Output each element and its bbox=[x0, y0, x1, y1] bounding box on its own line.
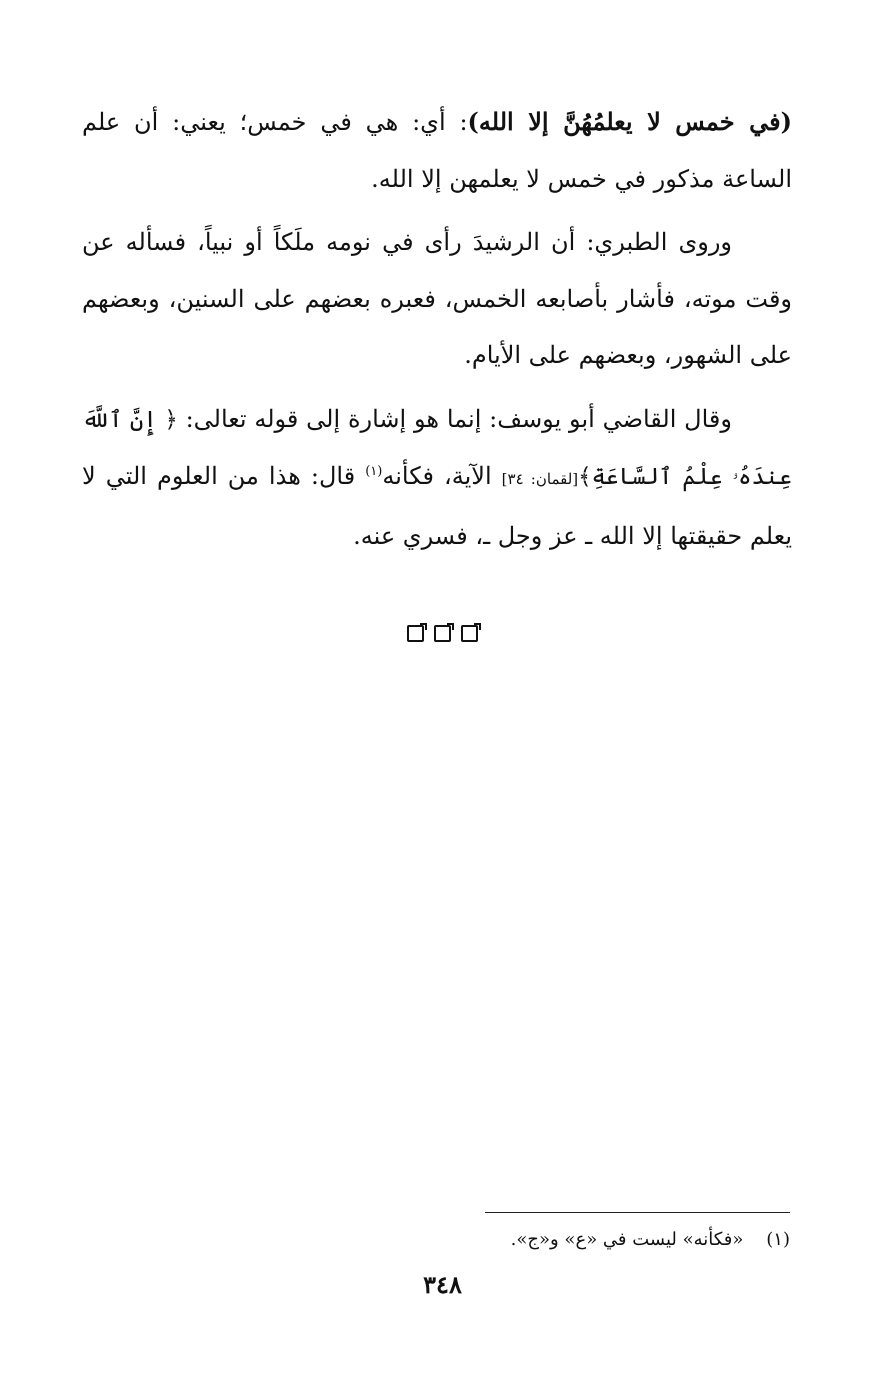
footnote-number: (١) bbox=[766, 1229, 790, 1250]
paragraph-1 bbox=[82, 94, 792, 207]
body-text bbox=[82, 94, 792, 571]
paragraph-3 bbox=[82, 391, 792, 565]
paragraph-1-text: : أي: هي في خمس؛ يعني: أن علم الساعة مذكور في خمس لا يعلمهن إلا الله. bbox=[82, 108, 792, 193]
footnote-separator bbox=[485, 1212, 790, 1213]
ornament-square-icon bbox=[434, 625, 451, 642]
quran-citation: [لقمان: ٣٤] bbox=[501, 470, 579, 488]
footnote-text: «فكأنه» ليست في «ع» و«ج». bbox=[510, 1229, 744, 1250]
paragraph-2: وروى الطبري: أن الرشيدَ رأى في نومه ملَكاً أو نبياً، فسأله عن وقت موته، فأشار بأصابعه الخمس، فعبره بعضهم على السنين، وبعضهم على الشهور، وبعضهم على الأيام. bbox=[82, 228, 792, 369]
quran-quote: ﴿ إِنَّ ٱللَّهَ عِندَهُۥ عِلْمُ ٱلسَّاعَةِ﴾ bbox=[82, 406, 792, 490]
paragraph-3-middle: الآية، فكأنه bbox=[382, 462, 502, 490]
ornament-square-icon bbox=[407, 625, 424, 642]
section-divider-ornaments bbox=[0, 625, 885, 642]
footnote-reference[interactable]: (١) bbox=[365, 464, 383, 479]
page-number: ٣٤٨ bbox=[423, 1270, 462, 1299]
ornament-square-icon bbox=[461, 625, 478, 642]
quoted-phrase: (في خمس لا يعلمُهُنَّ إلا الله) bbox=[467, 107, 792, 136]
paragraph-3-intro: وقال القاضي أبو يوسف: إنما هو إشارة إلى قوله تعالى: bbox=[177, 404, 732, 433]
paragraph-3-end: قال: هذا من العلوم التي لا يعلم حقيقتها إلا الله ـ عز وجل ـ، فسري عنه. bbox=[82, 462, 792, 550]
footnote bbox=[400, 1226, 790, 1254]
